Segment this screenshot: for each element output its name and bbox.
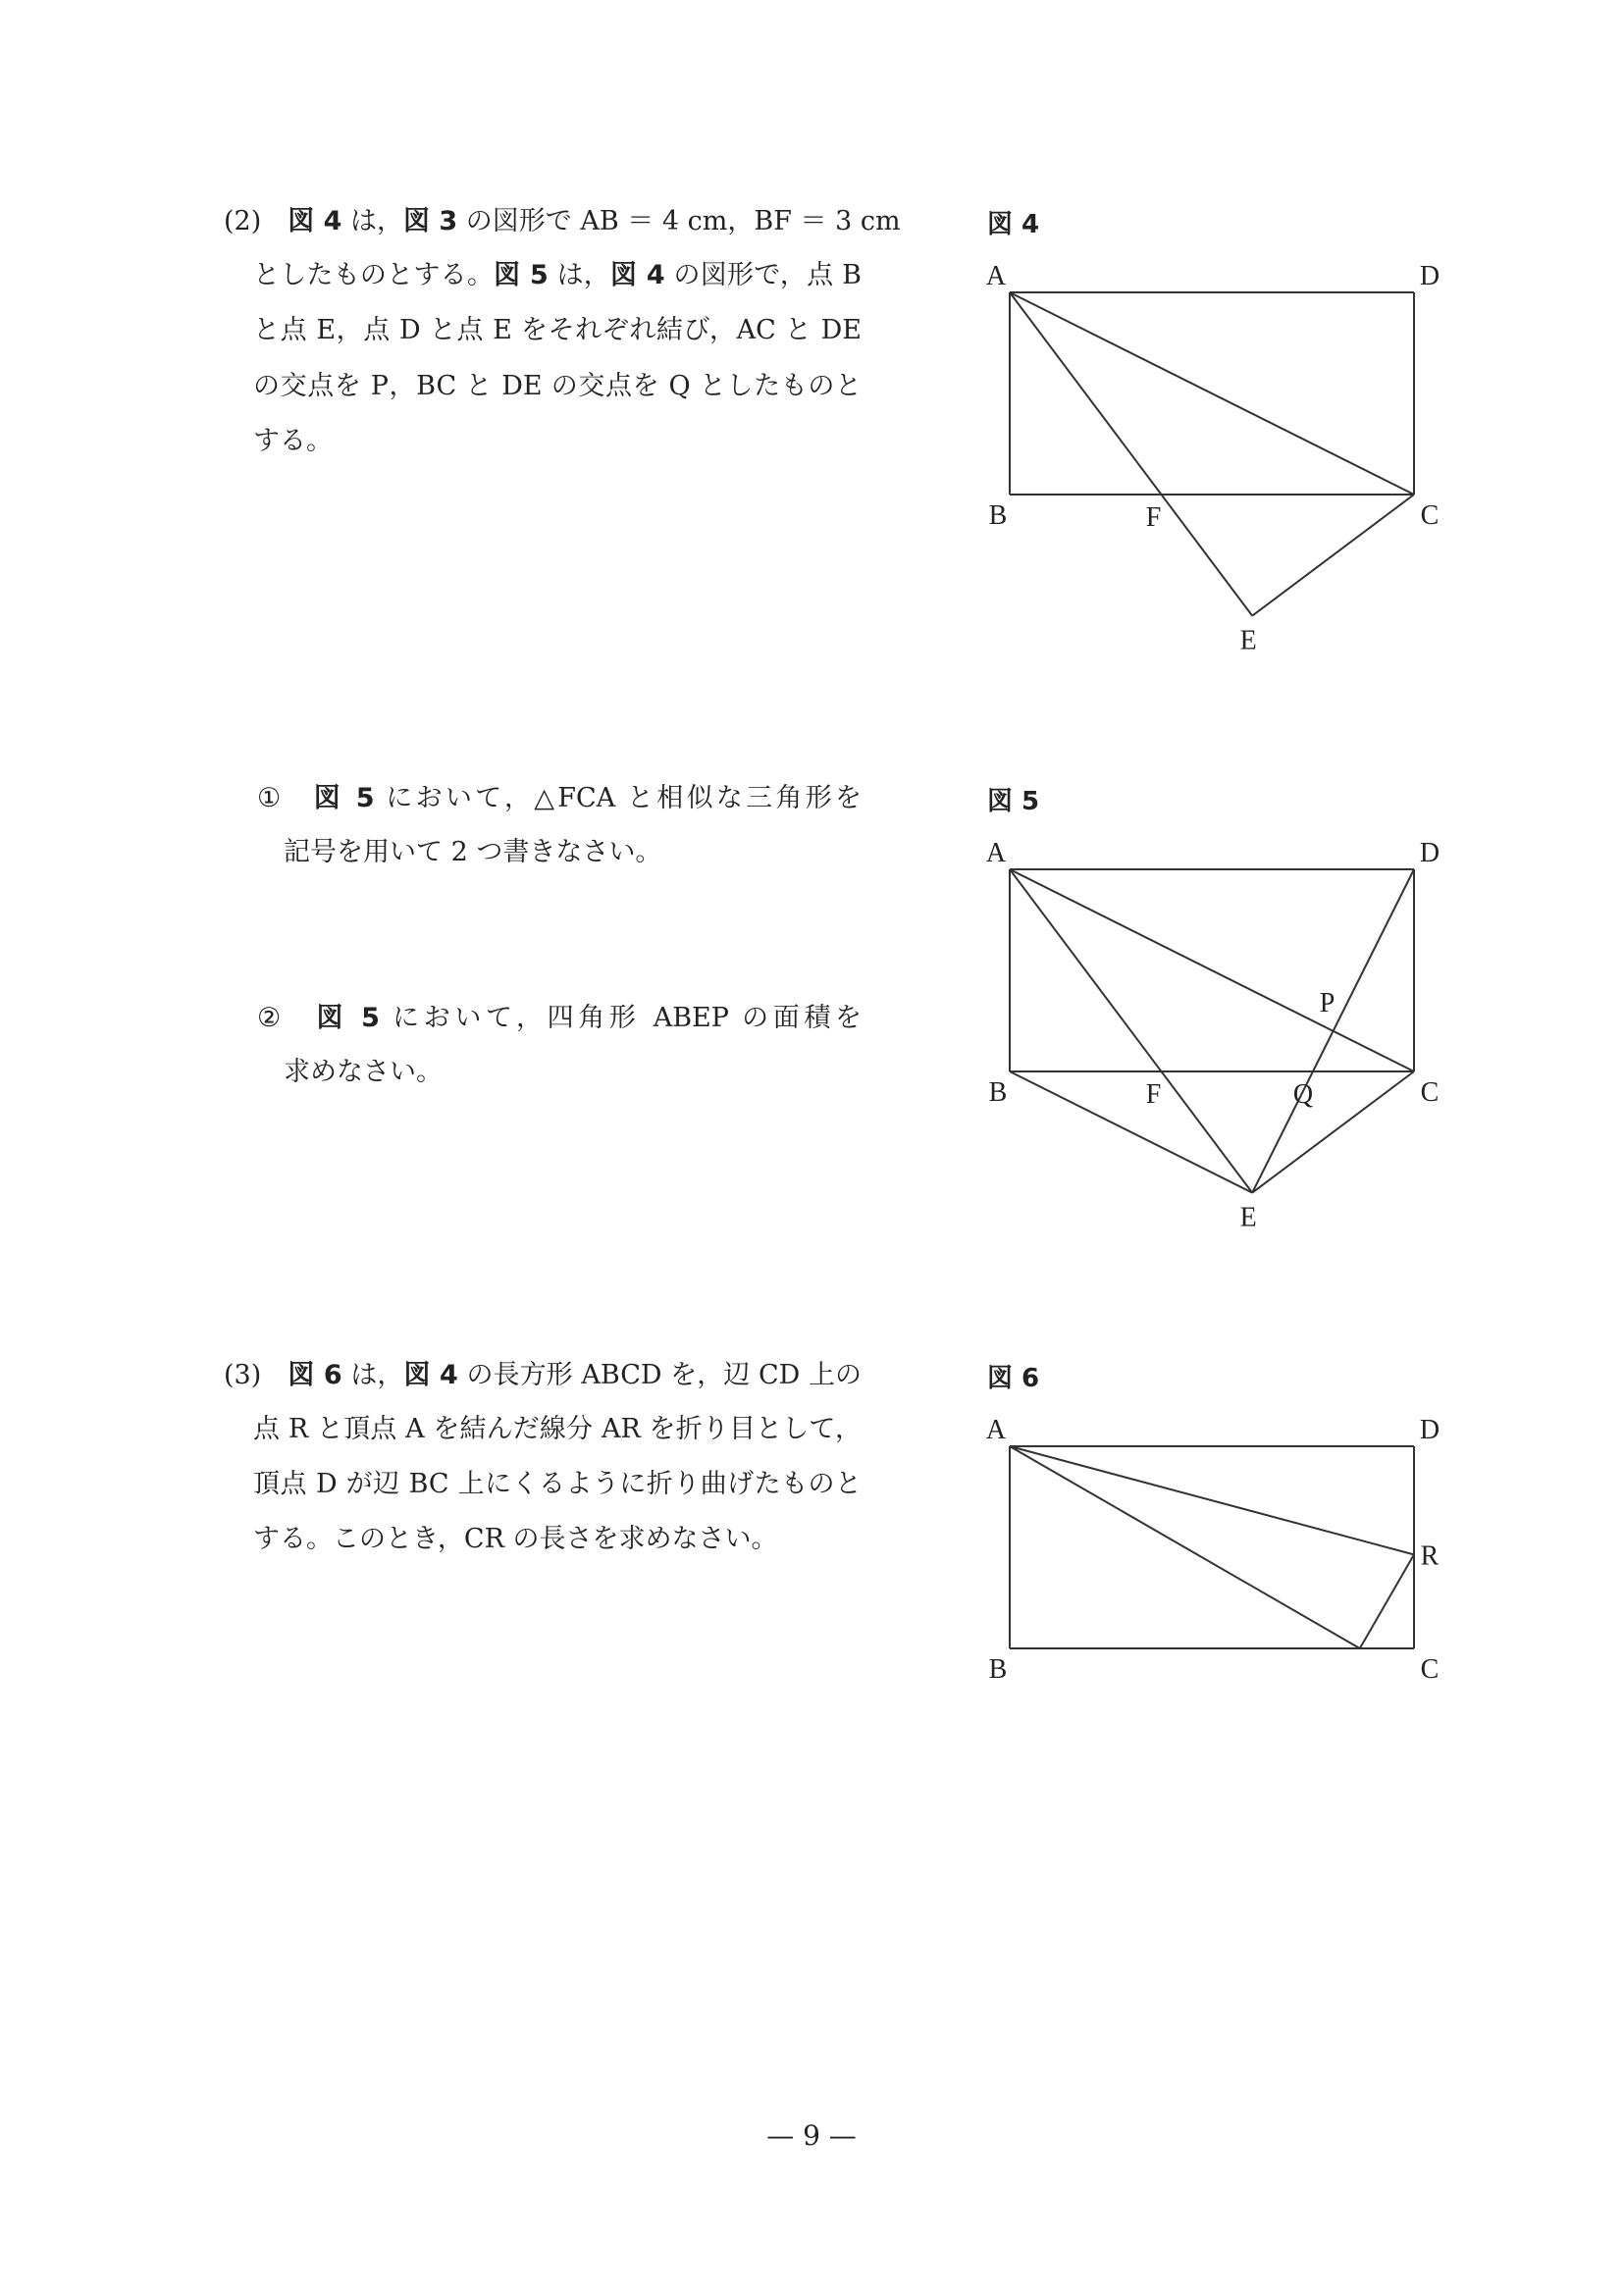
segment-AR [1010,1446,1414,1554]
point-label-D: D [1419,838,1440,868]
text-segment: において，四角形 ABEP の面積を [379,1003,862,1033]
figure-reference: 図 4 [610,260,665,290]
segment-CE [1252,1071,1414,1193]
text-segment: (3) [224,1360,288,1390]
point-label-E: E [1239,1202,1257,1233]
text-segment: 求めなさい。 [284,1057,443,1087]
segment-XR [1360,1554,1414,1648]
point-label-C: C [1420,1654,1440,1685]
segment-CE [1252,495,1414,616]
point-label-A: A [985,838,1007,868]
text-segment: ① [257,783,314,813]
segment-BE [1010,1071,1252,1193]
figure-reference: 図 4 [403,1360,458,1390]
point-label-R: R [1420,1540,1440,1572]
point-label-D: D [1419,1415,1440,1445]
segment-AE [1010,292,1252,616]
figure-6 [986,1415,1440,1685]
text-segment: する。 [253,426,333,456]
text-segment: の交点を P，BC と DE の交点を Q としたものと [253,371,862,401]
page-number: — 9 — [766,2119,857,2152]
segment-AC [1010,869,1414,1071]
text-segment: は， [548,260,611,290]
point-label-C: C [1420,1077,1440,1108]
point-label-F: F [1145,1079,1162,1110]
text-segment: 記号を用いて 2 つ書きなさい。 [284,837,662,867]
point-label-A: A [985,261,1007,291]
figure-4 [986,261,1440,656]
point-label-B: B [988,1077,1008,1108]
figure-5 [986,838,1440,1233]
text-segment: (2) [224,206,288,236]
text-segment: は， [341,206,404,236]
figure-reference: 図 4 [288,206,342,236]
point-label-E: E [1239,625,1257,656]
segment-AX [1010,1446,1360,1648]
text-segment: の図形で，点 B [664,260,863,290]
point-label-B: B [988,500,1008,531]
segment-AC [1010,292,1414,495]
point-label-C: C [1420,500,1440,531]
point-label-A: A [985,1415,1007,1445]
point-label-F: F [1145,502,1162,533]
figure-reference: 図 5 [316,1003,380,1033]
point-label-P: P [1319,987,1335,1018]
text-segment: と点 E，点 D と点 E をそれぞれ結び，AC と DE [253,315,862,345]
point-label-Q: Q [1292,1079,1314,1110]
text-segment: において，△FCA と相似な三角形を [374,783,862,813]
figure-reference: 図 6 [288,1360,342,1390]
figure-reference: 図 3 [403,206,458,236]
text-segment: としたものとする。 [253,260,495,290]
text-segment: は， [341,1360,404,1390]
figure-4-title: 図 4 [987,210,1040,239]
text-segment: する。このとき，CR の長さを求めなさい。 [253,1524,778,1554]
text-segment: ② [257,1003,317,1033]
figure-5-title: 図 5 [987,787,1040,816]
text-segment: 頂点 D が辺 BC 上にくるように折り曲げたものと [253,1469,862,1499]
figure-reference: 図 5 [494,260,549,290]
figure-reference: 図 5 [313,783,375,813]
text-segment: 点 R と頂点 A を結んだ線分 AR を折り目として， [253,1414,862,1444]
text-segment: の図形で AB ＝ 4 cm，BF ＝ 3 cm [457,206,901,236]
text-segment: の長方形 ABCD を，辺 CD 上の [457,1360,863,1390]
point-label-D: D [1419,261,1440,291]
segment-DE [1252,869,1414,1193]
point-label-B: B [988,1654,1008,1685]
segment-AE [1010,869,1252,1193]
figure-6-title: 図 6 [987,1364,1040,1393]
